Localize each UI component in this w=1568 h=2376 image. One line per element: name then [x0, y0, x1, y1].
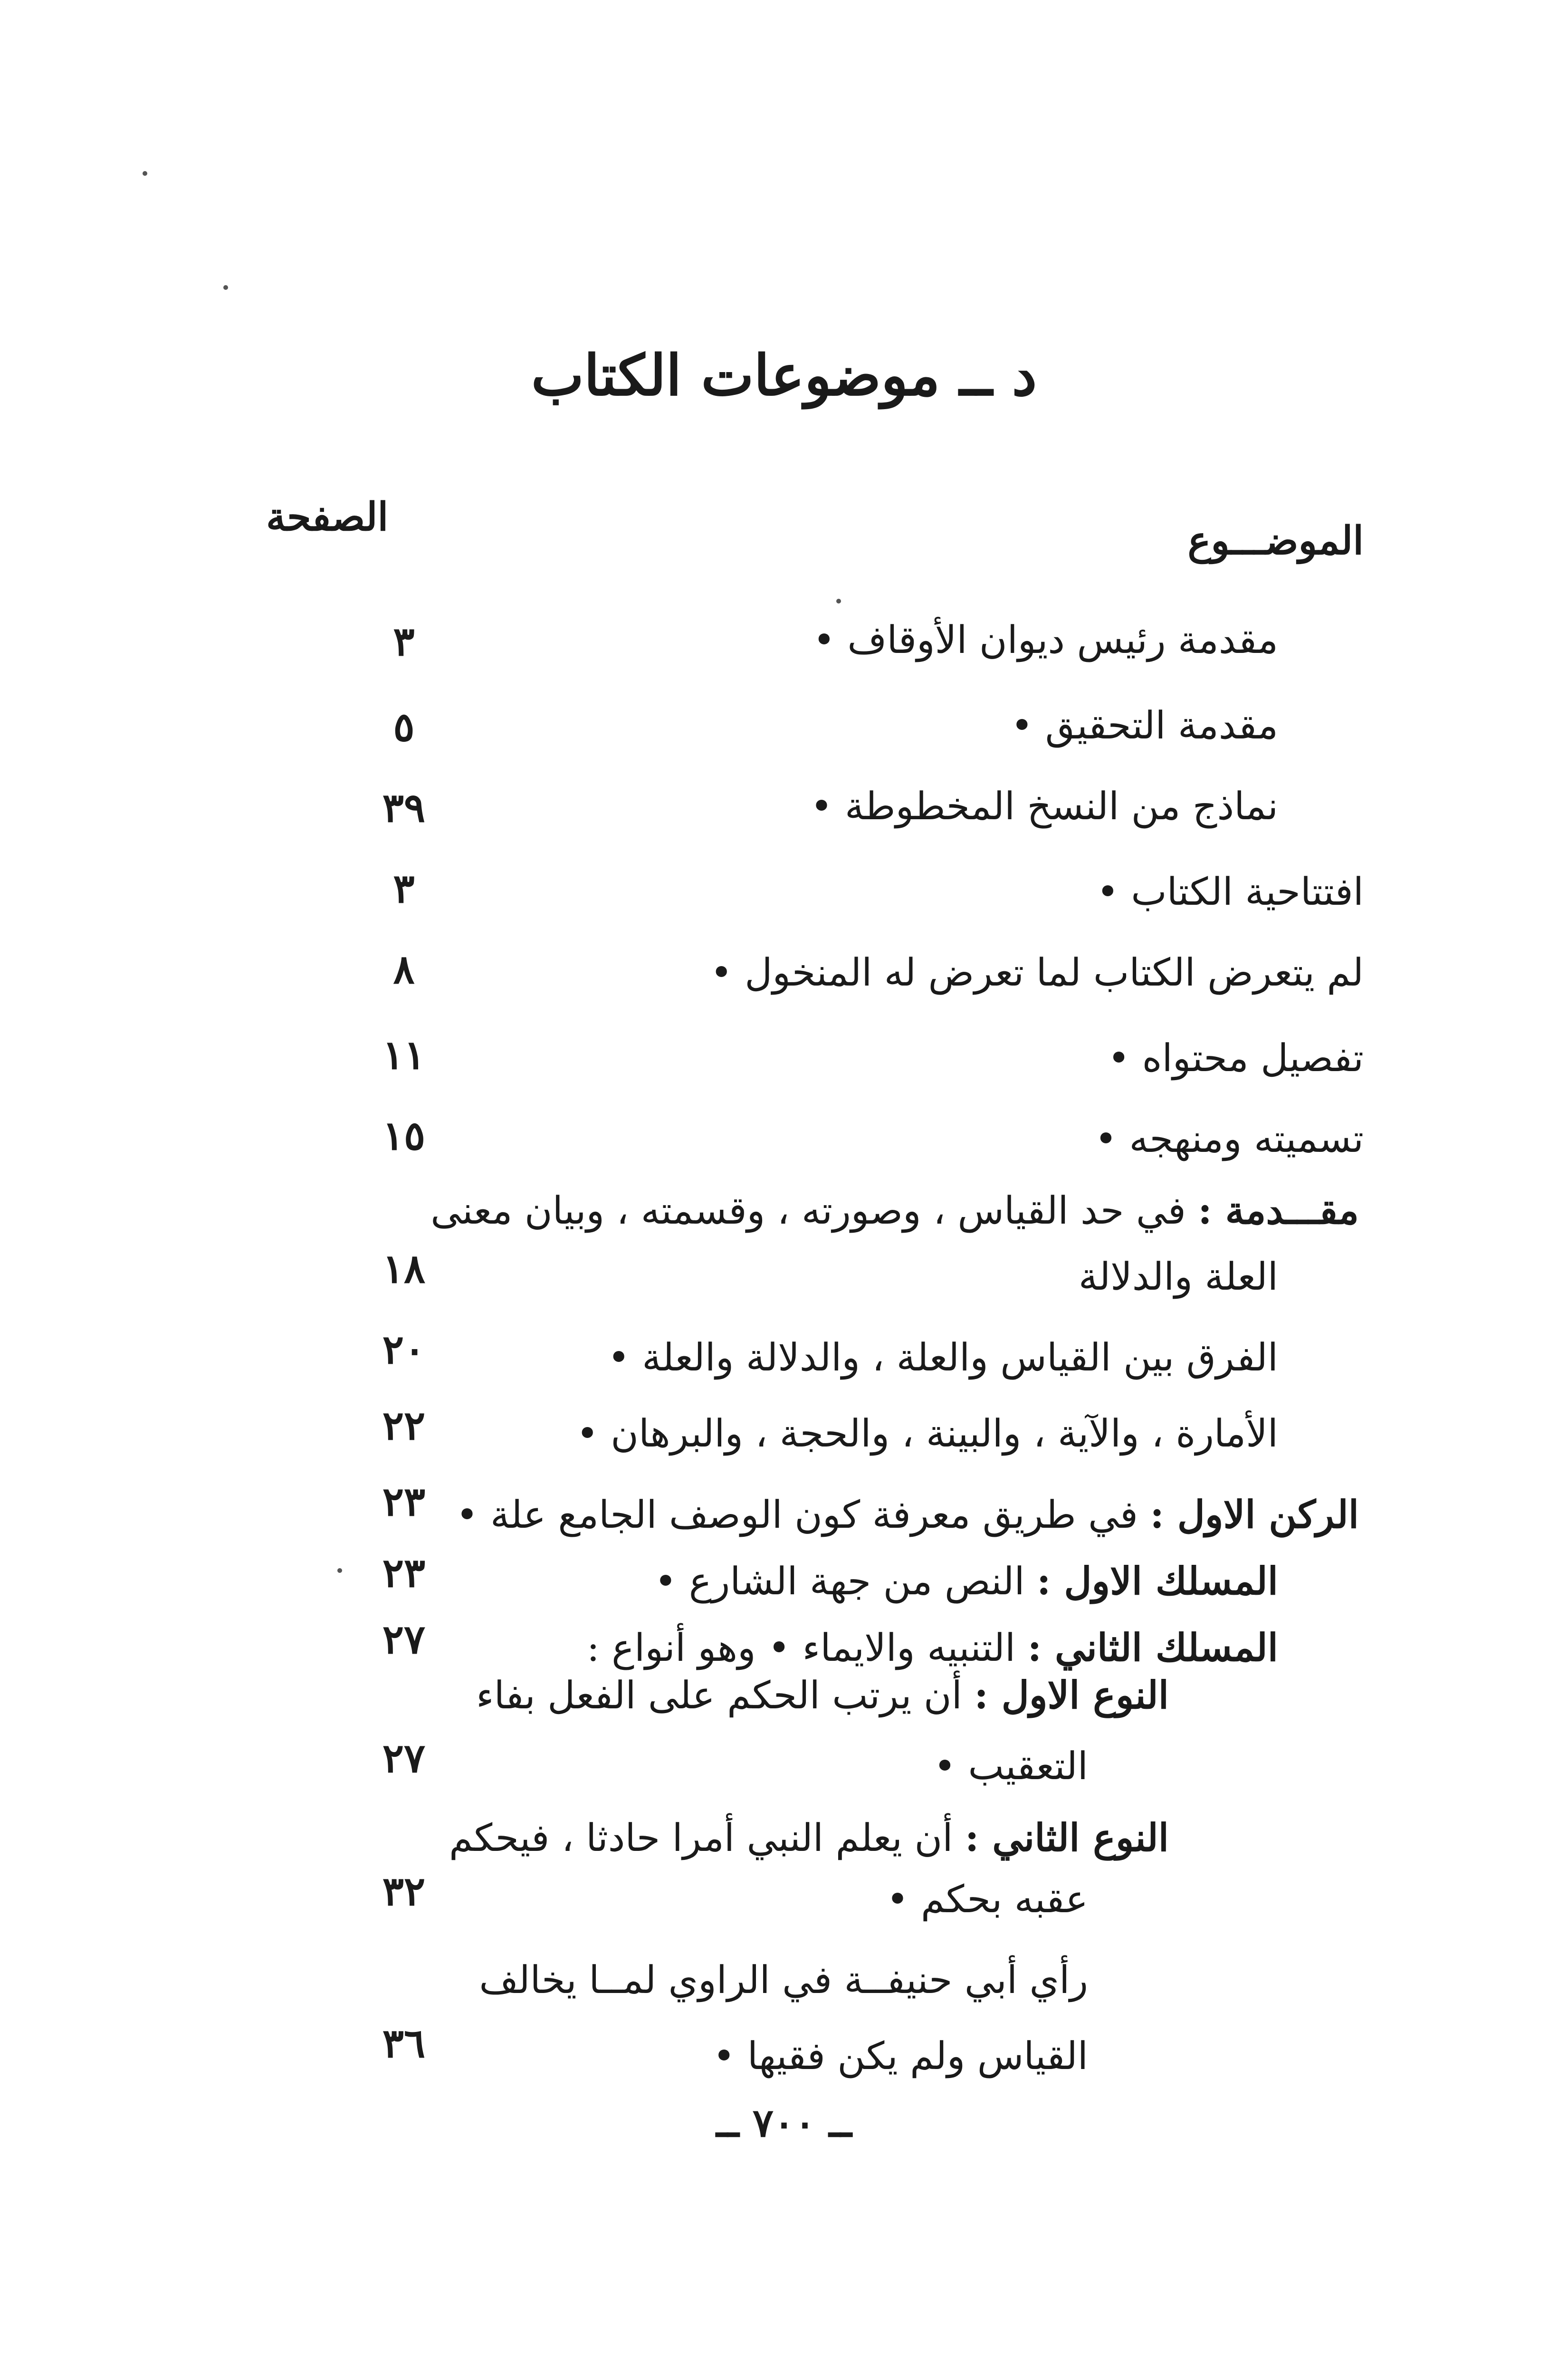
toc-entry-text: لم يتعرض الكتاب لما تعرض له المنخول • [710, 950, 1364, 995]
toc-entry-page: ٣٦ [382, 2020, 426, 2067]
toc-entry-text [587, 1625, 1278, 1670]
toc-entry-text [654, 1559, 1278, 1603]
page-title: د ــ موضوعات الكتاب [531, 342, 1037, 408]
toc-entry-line: التنبيه والايماء • وهو أنواع : [586, 1626, 1016, 1670]
toc-entry-continuation: عقبه بحكم • [886, 1877, 1088, 1921]
toc-entry-text: مقدمة رئيس ديوان الأوقاف • [813, 618, 1278, 662]
topic-column-header: الموضـــوع [1187, 518, 1364, 564]
page-number: ــ ٧٠٠ ــ [716, 2100, 852, 2146]
toc-entry-label: النوع الثاني : [965, 1815, 1169, 1860]
toc-entry-page: ١١ [382, 1031, 426, 1078]
toc-entry-text: الفرق بين القياس والعلة ، والدلالة والعلة • [607, 1335, 1278, 1380]
scan-speck [836, 599, 841, 604]
toc-entry-label: المسلك الاول : [1037, 1559, 1278, 1603]
toc-entry-page: ٣ [393, 618, 415, 665]
page-column-header: الصفحة [266, 494, 389, 540]
toc-entry-text: رأي أبي حنيفــة في الراوي لمــا يخالف [479, 1958, 1088, 2002]
toc-entry-continuation: العلة والدلالة [1078, 1255, 1278, 1299]
toc-entry-continuation: القياس ولم يكن فقيها • [713, 2034, 1088, 2078]
toc-entry-text: نماذج من النسخ المخطوطة • [810, 784, 1278, 828]
toc-entry-text: تسميته ومنهجه • [1094, 1117, 1364, 1161]
toc-entry-line: في حد القياس ، وصورته ، وقسمته ، وبيان معنى [430, 1188, 1186, 1233]
toc-entry-page: ٢٠ [382, 1326, 426, 1373]
scan-speck [143, 171, 147, 176]
toc-entry-label: النوع الاول : [974, 1673, 1169, 1717]
toc-entry-text: الأمارة ، والآية ، والبينة ، والحجة ، والبرهان • [576, 1411, 1278, 1456]
toc-entry-page: ٣٩ [382, 784, 426, 831]
toc-entry-page: ٥ [393, 703, 415, 750]
scan-speck [223, 285, 228, 290]
toc-entry-text [476, 1673, 1169, 1717]
toc-entry-continuation: التعقيب • [933, 1744, 1088, 1788]
scan-speck [337, 1568, 342, 1573]
toc-entry-page: ١٥ [382, 1112, 426, 1159]
toc-entry-line: في طريق معرفة كون الوصف الجامع علة • [456, 1493, 1138, 1537]
toc-entry-page: ٢٣ [382, 1549, 426, 1596]
toc-entry-text [449, 1815, 1169, 1860]
toc-entry-page: ٣٢ [382, 1868, 426, 1915]
toc-entry-page: ٢٣ [382, 1478, 426, 1525]
toc-entry-page: ٢٧ [382, 1616, 426, 1663]
toc-entry-page: ٣ [393, 865, 415, 912]
toc-entry-line: النص من جهة الشارع • [654, 1559, 1025, 1603]
toc-entry-line: أن يرتب الحكم على الفعل بفاء [476, 1673, 962, 1717]
toc-entry-text [430, 1188, 1359, 1233]
toc-entry-page: ٢٢ [382, 1402, 426, 1449]
toc-entry-text [456, 1492, 1359, 1537]
toc-entry-text: افتتاحية الكتاب • [1096, 870, 1364, 914]
toc-entry-line: أن يعلم النبي أمرا حادثا ، فيحكم [449, 1816, 953, 1860]
toc-entry-label: الركن الاول : [1150, 1492, 1359, 1537]
toc-entry-page: ٨ [393, 946, 415, 993]
toc-entry-page: ٢٧ [382, 1734, 426, 1782]
toc-entry-label: المسلك الثاني : [1027, 1625, 1278, 1670]
toc-entry-text: مقدمة التحقيق • [1011, 703, 1278, 747]
toc-entry-page: ١٨ [382, 1245, 426, 1292]
toc-entry-text: تفصيل محتواه • [1108, 1036, 1364, 1080]
toc-entry-label: مقـــدمة : [1198, 1188, 1359, 1233]
